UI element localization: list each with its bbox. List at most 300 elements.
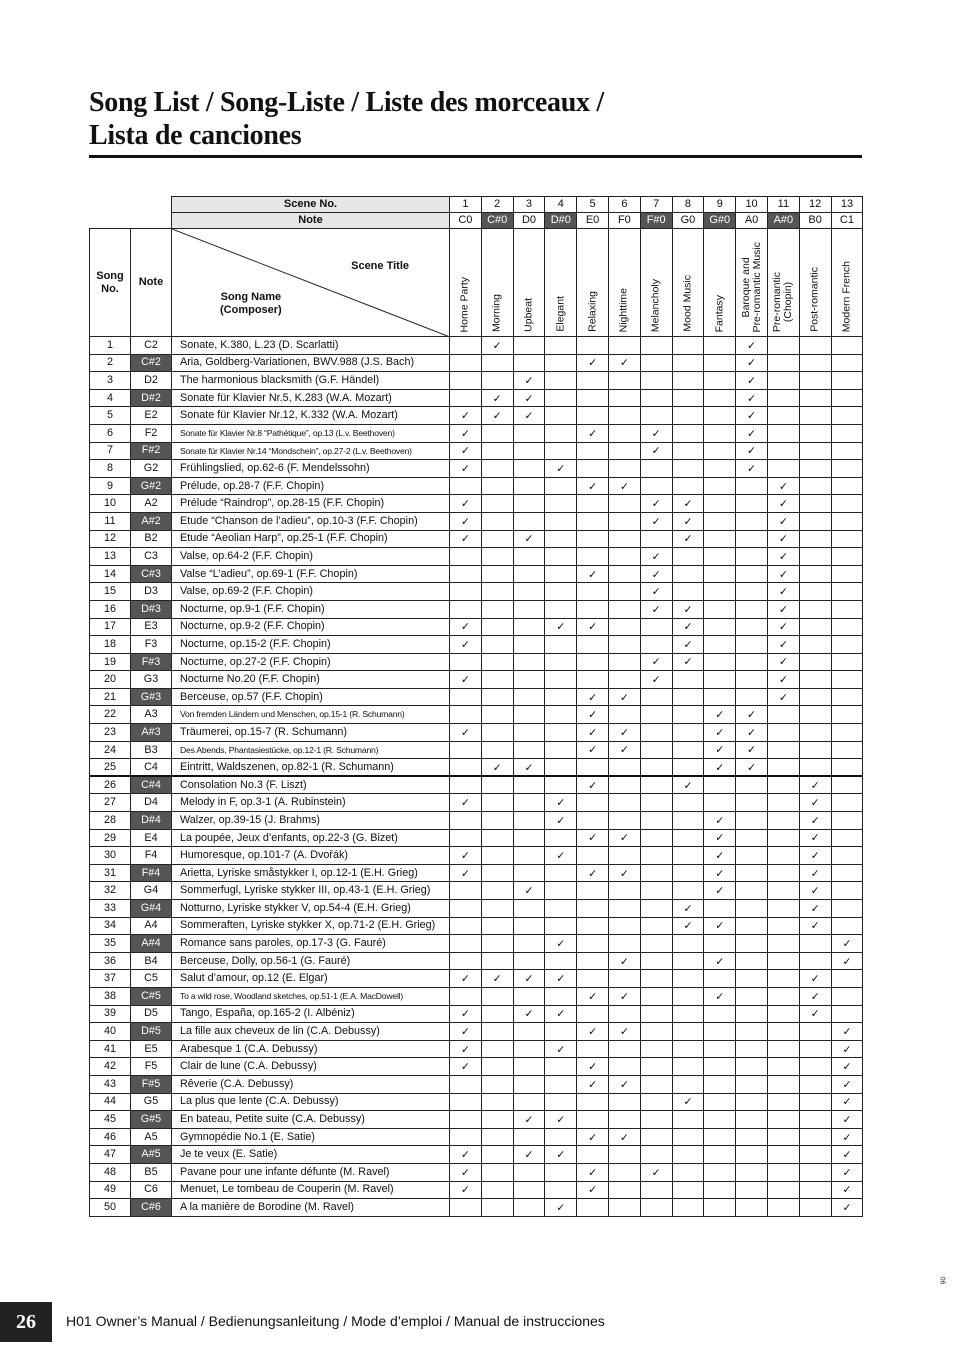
song-name: Consolation No.3 (F. Liszt) xyxy=(172,776,450,794)
empty-cell xyxy=(545,653,577,671)
empty-cell xyxy=(481,671,513,689)
song-number: 11 xyxy=(90,512,131,530)
empty-cell xyxy=(672,794,704,812)
empty-cell xyxy=(704,565,736,583)
title-line-1: Song List / Song-Liste / Liste des morceaux / xyxy=(89,87,604,118)
check-mark: ✓ xyxy=(767,512,799,530)
side-code: 06 xyxy=(938,1276,946,1285)
table-row xyxy=(90,987,863,1005)
check-mark: ✓ xyxy=(799,882,831,900)
check-mark: ✓ xyxy=(608,354,640,372)
empty-cell xyxy=(672,1111,704,1129)
empty-cell xyxy=(767,407,799,425)
check-mark: ✓ xyxy=(767,477,799,495)
song-name: To a wild rose, Woodland sketches, op.51-1 (E.A. MacDowell) xyxy=(172,987,450,1005)
check-mark: ✓ xyxy=(736,460,768,478)
song-name: Nocturne, op.9-2 (F.F. Chopin) xyxy=(172,618,450,636)
scene-title-cell xyxy=(608,229,640,337)
scene-title-cell xyxy=(481,229,513,337)
scene-number: 7 xyxy=(640,197,672,213)
empty-cell xyxy=(577,460,609,478)
empty-cell xyxy=(608,1040,640,1058)
empty-cell xyxy=(545,354,577,372)
check-mark: ✓ xyxy=(545,970,577,988)
scene-title: Nighttime xyxy=(617,287,630,332)
empty-cell xyxy=(831,512,863,530)
empty-cell xyxy=(831,864,863,882)
song-number: 2 xyxy=(90,354,131,372)
song-number: 13 xyxy=(90,548,131,566)
empty-cell xyxy=(736,952,768,970)
empty-cell xyxy=(608,1163,640,1181)
empty-cell xyxy=(513,460,545,478)
empty-cell xyxy=(799,724,831,742)
table-row xyxy=(90,1075,863,1093)
check-mark: ✓ xyxy=(831,1040,863,1058)
empty-cell xyxy=(799,671,831,689)
song-name: Notturno, Lyriske stykker V, op.54-4 (E.H. Grieg) xyxy=(172,900,450,918)
check-mark: ✓ xyxy=(513,407,545,425)
empty-cell xyxy=(608,882,640,900)
empty-cell xyxy=(704,1075,736,1093)
check-mark: ✓ xyxy=(450,530,482,548)
empty-cell xyxy=(831,847,863,865)
scene-title: Fantasy xyxy=(713,294,726,332)
check-mark: ✓ xyxy=(736,389,768,407)
empty-cell xyxy=(513,1128,545,1146)
song-number: 35 xyxy=(90,935,131,953)
song-note: D2 xyxy=(131,372,172,390)
scene-note: G0 xyxy=(672,213,704,229)
empty-cell xyxy=(640,618,672,636)
empty-cell xyxy=(831,917,863,935)
song-name: Arabesque 1 (C.A. Debussy) xyxy=(172,1040,450,1058)
empty-cell xyxy=(450,935,482,953)
page-number: 26 xyxy=(0,1302,52,1342)
check-mark: ✓ xyxy=(513,389,545,407)
empty-cell xyxy=(640,1128,672,1146)
empty-cell xyxy=(481,1146,513,1164)
check-mark: ✓ xyxy=(608,829,640,847)
song-number: 16 xyxy=(90,600,131,618)
check-mark: ✓ xyxy=(450,724,482,742)
empty-cell xyxy=(577,900,609,918)
scene-title-cell xyxy=(672,229,704,337)
empty-cell xyxy=(767,970,799,988)
blank-cell xyxy=(90,213,172,229)
song-name: Träumerei, op.15-7 (R. Schumann) xyxy=(172,724,450,742)
empty-cell xyxy=(736,776,768,794)
check-mark: ✓ xyxy=(799,987,831,1005)
check-mark: ✓ xyxy=(513,1111,545,1129)
empty-cell xyxy=(799,389,831,407)
empty-cell xyxy=(767,987,799,1005)
empty-cell xyxy=(799,1146,831,1164)
check-mark: ✓ xyxy=(831,1093,863,1111)
song-note: E3 xyxy=(131,618,172,636)
song-note: F#4 xyxy=(131,864,172,882)
empty-cell xyxy=(545,530,577,548)
scene-title: Melancholy xyxy=(649,278,662,332)
check-mark: ✓ xyxy=(640,653,672,671)
empty-cell xyxy=(799,1163,831,1181)
title-name-header xyxy=(172,229,450,337)
scene-title-row xyxy=(90,229,863,337)
empty-cell xyxy=(640,776,672,794)
scene-note: A0 xyxy=(736,213,768,229)
scene-number: 5 xyxy=(577,197,609,213)
check-mark: ✓ xyxy=(672,530,704,548)
song-name: La plus que lente (C.A. Debussy) xyxy=(172,1093,450,1111)
empty-cell xyxy=(831,829,863,847)
empty-cell xyxy=(672,1128,704,1146)
scene-note: F#0 xyxy=(640,213,672,229)
empty-cell xyxy=(767,337,799,355)
check-mark: ✓ xyxy=(831,1146,863,1164)
empty-cell xyxy=(608,372,640,390)
empty-cell xyxy=(513,776,545,794)
scene-no-label: Scene No. xyxy=(172,197,450,213)
song-name: Nocturne, op.27-2 (F.F. Chopin) xyxy=(172,653,450,671)
empty-cell xyxy=(545,882,577,900)
song-note: F#5 xyxy=(131,1075,172,1093)
check-mark: ✓ xyxy=(608,724,640,742)
empty-cell xyxy=(481,1058,513,1076)
empty-cell xyxy=(672,1199,704,1217)
check-mark: ✓ xyxy=(640,548,672,566)
empty-cell xyxy=(545,1093,577,1111)
check-mark: ✓ xyxy=(450,1023,482,1041)
empty-cell xyxy=(799,565,831,583)
song-note: B3 xyxy=(131,741,172,759)
scene-note-row xyxy=(90,213,863,229)
empty-cell xyxy=(704,460,736,478)
empty-cell xyxy=(481,530,513,548)
empty-cell xyxy=(450,1093,482,1111)
empty-cell xyxy=(545,759,577,777)
empty-cell xyxy=(767,776,799,794)
empty-cell xyxy=(640,706,672,724)
empty-cell xyxy=(481,1075,513,1093)
check-mark: ✓ xyxy=(450,1146,482,1164)
empty-cell xyxy=(767,882,799,900)
check-mark: ✓ xyxy=(608,741,640,759)
song-name: Pavane pour une infante défunte (M. Ravel) xyxy=(172,1163,450,1181)
check-mark: ✓ xyxy=(736,372,768,390)
empty-cell xyxy=(577,847,609,865)
empty-cell xyxy=(640,1111,672,1129)
table-row xyxy=(90,917,863,935)
empty-cell xyxy=(640,337,672,355)
scene-title-cell xyxy=(545,229,577,337)
empty-cell xyxy=(799,952,831,970)
check-mark: ✓ xyxy=(513,759,545,777)
empty-cell xyxy=(481,583,513,601)
empty-cell xyxy=(513,565,545,583)
check-mark: ✓ xyxy=(545,1040,577,1058)
table-row xyxy=(90,1199,863,1217)
note-column-header: Note xyxy=(131,229,172,337)
empty-cell xyxy=(513,1093,545,1111)
check-mark: ✓ xyxy=(577,1163,609,1181)
empty-cell xyxy=(608,706,640,724)
empty-cell xyxy=(767,354,799,372)
check-mark: ✓ xyxy=(736,354,768,372)
empty-cell xyxy=(831,688,863,706)
empty-cell xyxy=(577,636,609,654)
empty-cell xyxy=(450,688,482,706)
empty-cell xyxy=(736,583,768,601)
empty-cell xyxy=(672,389,704,407)
table-row xyxy=(90,530,863,548)
empty-cell xyxy=(672,987,704,1005)
scene-title: Elegant xyxy=(554,296,567,332)
empty-cell xyxy=(704,671,736,689)
table-row xyxy=(90,1146,863,1164)
empty-cell xyxy=(672,829,704,847)
empty-cell xyxy=(704,548,736,566)
song-number: 14 xyxy=(90,565,131,583)
empty-cell xyxy=(450,882,482,900)
empty-cell xyxy=(608,776,640,794)
empty-cell xyxy=(640,917,672,935)
song-name: Sonate, K.380, L.23 (D. Scarlatti) xyxy=(172,337,450,355)
empty-cell xyxy=(704,1005,736,1023)
table-row xyxy=(90,442,863,460)
empty-cell xyxy=(577,1093,609,1111)
empty-cell xyxy=(450,812,482,830)
empty-cell xyxy=(545,829,577,847)
song-note: C2 xyxy=(131,337,172,355)
empty-cell xyxy=(608,442,640,460)
check-mark: ✓ xyxy=(672,1093,704,1111)
empty-cell xyxy=(831,759,863,777)
song-note: F3 xyxy=(131,636,172,654)
song-name: Sonate für Klavier Nr.12, K.332 (W.A. Mozart) xyxy=(172,407,450,425)
empty-cell xyxy=(513,900,545,918)
footer-text: H01 Owner’s Manual / Bedienungsanleitung / Mode d’emploi / Manual de instrucciones xyxy=(66,1313,605,1329)
empty-cell xyxy=(450,776,482,794)
song-note: C#4 xyxy=(131,776,172,794)
empty-cell xyxy=(608,389,640,407)
table-row xyxy=(90,653,863,671)
song-name: Eintritt, Waldszenen, op.82-1 (R. Schumann) xyxy=(172,759,450,777)
check-mark: ✓ xyxy=(450,1040,482,1058)
empty-cell xyxy=(481,1199,513,1217)
empty-cell xyxy=(481,917,513,935)
empty-cell xyxy=(481,688,513,706)
note-label: Note xyxy=(172,213,450,229)
table-row xyxy=(90,495,863,513)
check-mark: ✓ xyxy=(767,600,799,618)
table-row xyxy=(90,759,863,777)
empty-cell xyxy=(767,442,799,460)
scene-title-label: Scene Title xyxy=(351,260,409,272)
song-name: Von fremden Ländern und Menschen, op.15-1 (R. Schumann) xyxy=(172,706,450,724)
empty-cell xyxy=(608,1181,640,1199)
empty-cell xyxy=(767,1040,799,1058)
song-number: 8 xyxy=(90,460,131,478)
empty-cell xyxy=(704,1163,736,1181)
song-number: 10 xyxy=(90,495,131,513)
empty-cell xyxy=(704,407,736,425)
empty-cell xyxy=(640,460,672,478)
empty-cell xyxy=(672,1058,704,1076)
empty-cell xyxy=(767,864,799,882)
check-mark: ✓ xyxy=(577,1075,609,1093)
empty-cell xyxy=(640,1023,672,1041)
song-number: 24 xyxy=(90,741,131,759)
song-number: 43 xyxy=(90,1075,131,1093)
empty-cell xyxy=(513,442,545,460)
empty-cell xyxy=(799,1075,831,1093)
empty-cell xyxy=(545,424,577,442)
check-mark: ✓ xyxy=(608,477,640,495)
empty-cell xyxy=(799,600,831,618)
empty-cell xyxy=(513,653,545,671)
table-row xyxy=(90,372,863,390)
scene-title-cell xyxy=(450,229,482,337)
empty-cell xyxy=(545,706,577,724)
empty-cell xyxy=(450,1128,482,1146)
empty-cell xyxy=(799,1023,831,1041)
scene-title: Relaxing xyxy=(586,291,599,332)
empty-cell xyxy=(736,636,768,654)
empty-cell xyxy=(831,882,863,900)
empty-cell xyxy=(767,1023,799,1041)
check-mark: ✓ xyxy=(577,1058,609,1076)
empty-cell xyxy=(545,389,577,407)
empty-cell xyxy=(672,847,704,865)
check-mark: ✓ xyxy=(704,706,736,724)
empty-cell xyxy=(640,1040,672,1058)
table-row xyxy=(90,864,863,882)
scene-number: 8 xyxy=(672,197,704,213)
empty-cell xyxy=(450,1199,482,1217)
empty-cell xyxy=(450,477,482,495)
empty-cell xyxy=(767,1093,799,1111)
empty-cell xyxy=(545,337,577,355)
check-mark: ✓ xyxy=(767,583,799,601)
check-mark: ✓ xyxy=(767,618,799,636)
table-row xyxy=(90,724,863,742)
empty-cell xyxy=(704,583,736,601)
empty-cell xyxy=(831,600,863,618)
empty-cell xyxy=(513,636,545,654)
scene-number: 13 xyxy=(831,197,863,213)
empty-cell xyxy=(704,372,736,390)
empty-cell xyxy=(545,741,577,759)
empty-cell xyxy=(704,1111,736,1129)
empty-cell xyxy=(577,882,609,900)
song-note: A4 xyxy=(131,917,172,935)
empty-cell xyxy=(481,741,513,759)
table-row xyxy=(90,548,863,566)
empty-cell xyxy=(704,477,736,495)
empty-cell xyxy=(513,812,545,830)
title-rule xyxy=(89,155,862,158)
song-number: 18 xyxy=(90,636,131,654)
empty-cell xyxy=(481,424,513,442)
empty-cell xyxy=(577,583,609,601)
empty-cell xyxy=(672,460,704,478)
table-row xyxy=(90,583,863,601)
empty-cell xyxy=(545,900,577,918)
song-number: 9 xyxy=(90,477,131,495)
check-mark: ✓ xyxy=(799,776,831,794)
empty-cell xyxy=(672,1040,704,1058)
check-mark: ✓ xyxy=(545,1199,577,1217)
scene-note: C#0 xyxy=(481,213,513,229)
empty-cell xyxy=(672,1146,704,1164)
table-row xyxy=(90,424,863,442)
empty-cell xyxy=(799,1058,831,1076)
empty-cell xyxy=(704,970,736,988)
empty-cell xyxy=(608,565,640,583)
empty-cell xyxy=(640,970,672,988)
check-mark: ✓ xyxy=(450,460,482,478)
empty-cell xyxy=(640,1005,672,1023)
empty-cell xyxy=(672,1181,704,1199)
song-number: 15 xyxy=(90,583,131,601)
empty-cell xyxy=(831,354,863,372)
empty-cell xyxy=(704,1128,736,1146)
song-number: 47 xyxy=(90,1146,131,1164)
empty-cell xyxy=(672,477,704,495)
empty-cell xyxy=(736,987,768,1005)
empty-cell xyxy=(640,829,672,847)
empty-cell xyxy=(450,829,482,847)
check-mark: ✓ xyxy=(640,671,672,689)
empty-cell xyxy=(481,1023,513,1041)
scene-number: 11 xyxy=(767,197,799,213)
check-mark: ✓ xyxy=(513,372,545,390)
empty-cell xyxy=(640,1058,672,1076)
check-mark: ✓ xyxy=(450,495,482,513)
song-note: E2 xyxy=(131,407,172,425)
empty-cell xyxy=(736,794,768,812)
check-mark: ✓ xyxy=(640,583,672,601)
empty-cell xyxy=(736,548,768,566)
empty-cell xyxy=(799,442,831,460)
song-number: 50 xyxy=(90,1199,131,1217)
scene-title-cell xyxy=(799,229,831,337)
empty-cell xyxy=(608,1093,640,1111)
table-row xyxy=(90,970,863,988)
empty-cell xyxy=(481,829,513,847)
empty-cell xyxy=(831,794,863,812)
empty-cell xyxy=(481,372,513,390)
empty-cell xyxy=(513,583,545,601)
table-row xyxy=(90,829,863,847)
scene-title-cell xyxy=(640,229,672,337)
empty-cell xyxy=(545,442,577,460)
empty-cell xyxy=(481,987,513,1005)
song-note: G#4 xyxy=(131,900,172,918)
check-mark: ✓ xyxy=(450,1163,482,1181)
check-mark: ✓ xyxy=(577,565,609,583)
empty-cell xyxy=(672,812,704,830)
empty-cell xyxy=(513,688,545,706)
song-note: G2 xyxy=(131,460,172,478)
empty-cell xyxy=(672,1163,704,1181)
check-mark: ✓ xyxy=(704,724,736,742)
empty-cell xyxy=(831,477,863,495)
empty-cell xyxy=(481,812,513,830)
empty-cell xyxy=(545,671,577,689)
empty-cell xyxy=(640,759,672,777)
check-mark: ✓ xyxy=(831,952,863,970)
